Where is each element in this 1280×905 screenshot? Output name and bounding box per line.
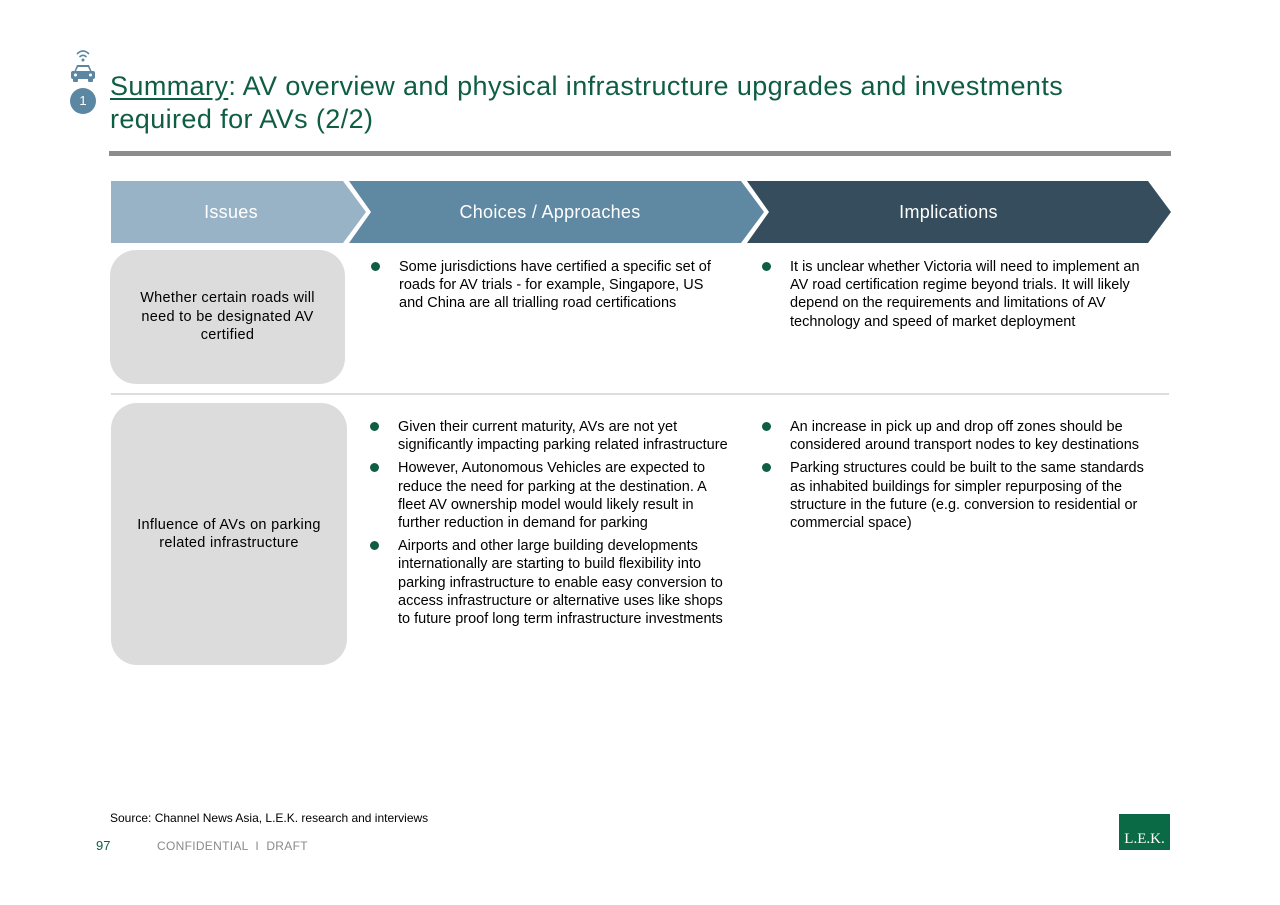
source-note: Source: Channel News Asia, L.E.K. research and interviews: [110, 811, 429, 825]
column-header-choices: Choices / Approaches: [459, 202, 641, 222]
list-item: Parking structures could be built to the same standards as inhabited buildings for simpler repurposing of the structure in the future (e.g. conversion to residential or commercial space): [760, 459, 1160, 532]
confidential-label: CONFIDENTIAL I DRAFT: [157, 839, 308, 853]
lek-logo: L.E.K.: [1119, 814, 1170, 850]
title-rest: : AV overview and physical infrastructure upgrades and investments required for AVs (2/2): [110, 71, 1064, 134]
issue-box-parking-infrastructure: Influence of AVs on parking related infrastructure: [111, 403, 347, 665]
row-divider: [111, 393, 1169, 395]
column-header-issues: Issues: [204, 202, 258, 222]
choices-list-row-1: [369, 258, 729, 318]
issue-box-road-certification: Whether certain roads will need to be designated AV certified: [110, 250, 345, 384]
implications-list-row-2: [760, 418, 1160, 537]
list-item: Some jurisdictions have certified a specific set of roads for AV trials - for example, Singapore, US and China are all trialling road certifications: [369, 258, 729, 313]
column-header-implications: Implications: [899, 202, 998, 222]
title-divider: [109, 151, 1171, 156]
title-underlined: Summary: [110, 71, 229, 101]
implications-list-row-1: [760, 258, 1160, 336]
choices-list-row-2: [368, 418, 728, 633]
list-item: It is unclear whether Victoria will need to implement an AV road certification regime beyond trials. It will likely depend on the requirements and limitations of AV technology and speed of market deployment: [760, 258, 1160, 331]
connected-car-icon: [68, 46, 98, 84]
list-item: Airports and other large building developments internationally are starting to build flexibility into parking infrastructure to enable easy conversion to access infrastructure or alternative uses like shops to future proof long term infrastructure investments: [368, 537, 728, 628]
list-item: However, Autonomous Vehicles are expected to reduce the need for parking at the destination. A fleet AV ownership model would likely result in further reduction in demand for parking: [368, 459, 728, 532]
section-number-badge: 1: [70, 88, 96, 114]
page-title: [110, 70, 1170, 136]
list-item: Given their current maturity, AVs are not yet significantly impacting parking related infrastructure: [368, 418, 728, 454]
list-item: An increase in pick up and drop off zones should be considered around transport nodes to key destinations: [760, 418, 1160, 454]
page-number: 97: [96, 838, 111, 853]
